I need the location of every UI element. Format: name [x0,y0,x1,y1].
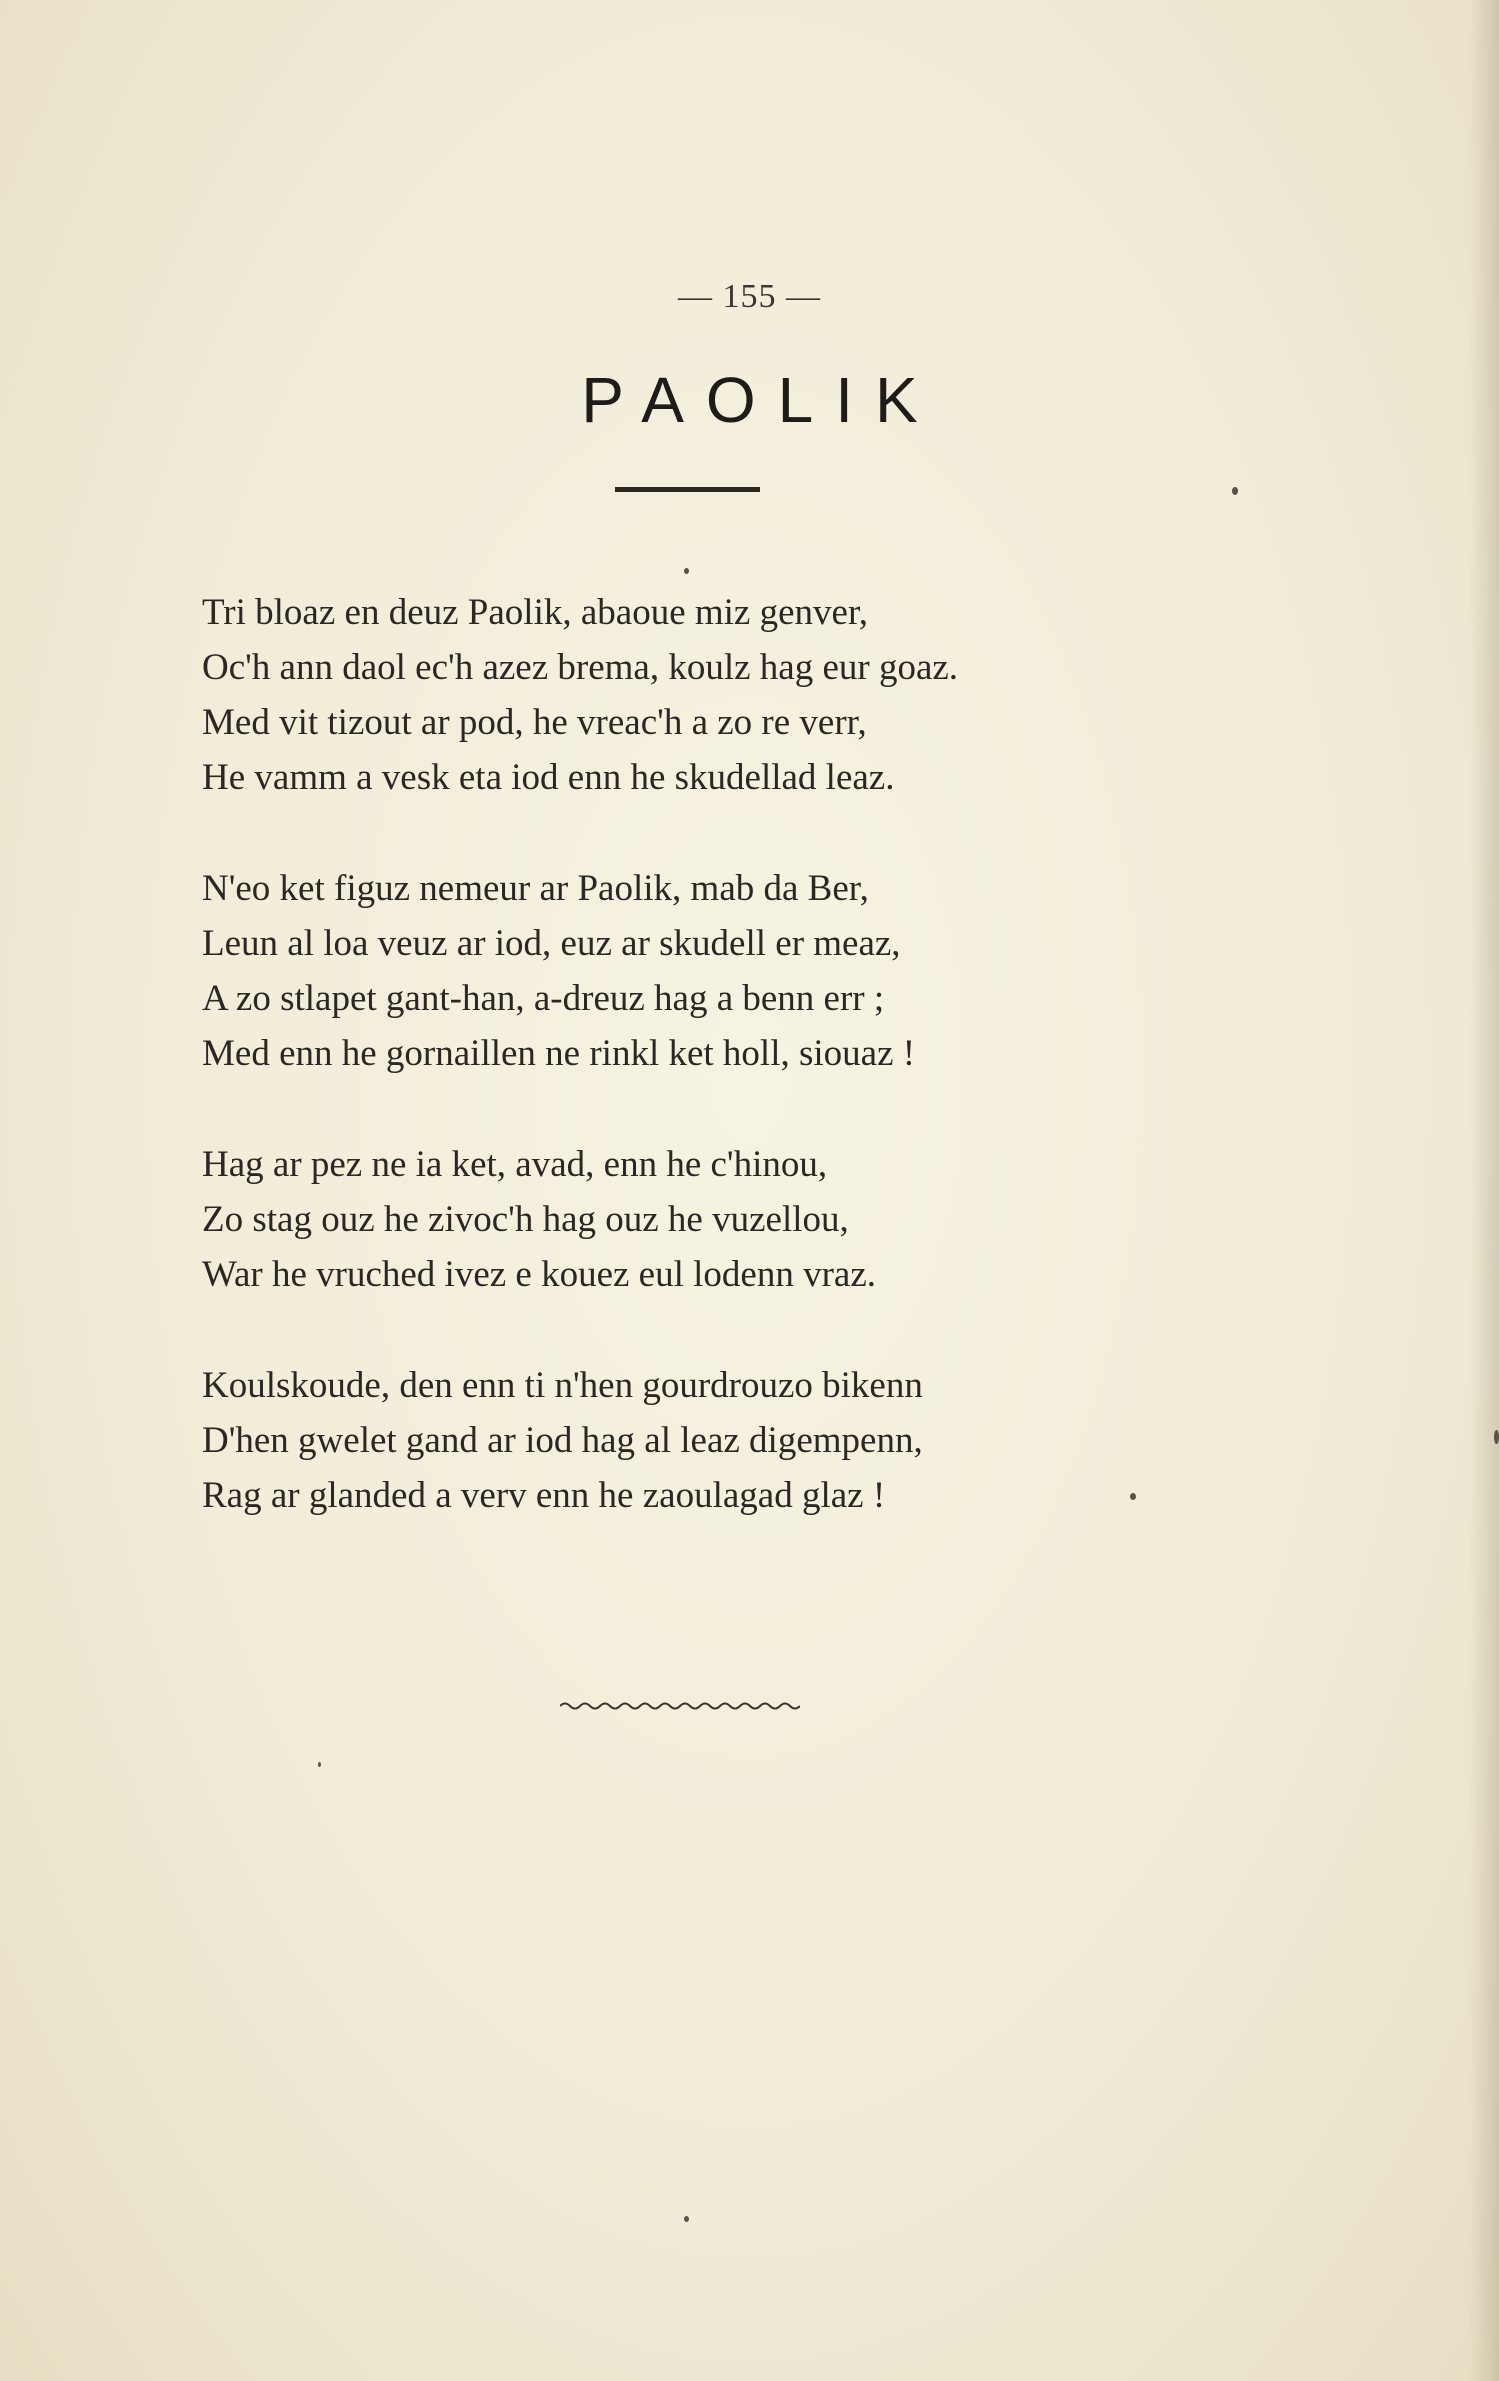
verse-line: D'hen gwelet gand ar iod hag al leaz digempenn, [202,1420,923,1461]
verse-line: Med vit tizout ar pod, he vreac'h a zo re verr, [202,702,867,743]
poem-title: PAOLIK [581,364,940,436]
verse-line: War he vruched ivez e kouez eul lodenn vraz. [202,1254,877,1295]
paper-speck [318,1762,321,1767]
verse-line: Zo stag ouz he zivoc'h hag ouz he vuzellou, [202,1199,849,1240]
verse-line: Tri bloaz en deuz Paolik, abaoue miz genver, [202,592,869,633]
verse-line: He vamm a vesk eta iod enn he skudellad leaz. [202,757,895,798]
verse-line: Med enn he gornaillen ne rinkl ket holl, siouaz ! [202,1033,916,1074]
paper-speck [684,568,689,574]
verse-line: Leun al loa veuz ar iod, euz ar skudell er meaz, [202,923,901,964]
paper-speck [684,2216,689,2222]
stanza [202,1358,1302,1523]
page-edge-shadow [1469,0,1499,2381]
verse-line: Rag ar glanded a verv enn he zaoulagad glaz ! [202,1475,886,1516]
paper-speck [1494,1430,1499,1444]
verse-line: N'eo ket figuz nemeur ar Paolik, mab da Ber, [202,868,869,909]
page-number: — 155 — [678,278,821,315]
verse-line: Hag ar pez ne ia ket, avad, enn he c'hinou, [202,1144,828,1185]
stanza [202,1137,1302,1302]
verse-line: A zo stlapet gant-han, a-dreuz hag a benn err ; [202,978,885,1019]
poem-body [202,585,1302,1579]
wavy-end-ornament [560,1700,800,1712]
title-rule-divider [615,487,760,492]
stanza [202,585,1302,805]
paper-speck [1232,487,1238,495]
verse-line: Oc'h ann daol ec'h azez brema, koulz hag eur goaz. [202,647,959,688]
verse-line: Koulskoude, den enn ti n'hen gourdrouzo bikenn [202,1365,923,1406]
paper-speck [1130,1493,1136,1500]
stanza [202,861,1302,1081]
